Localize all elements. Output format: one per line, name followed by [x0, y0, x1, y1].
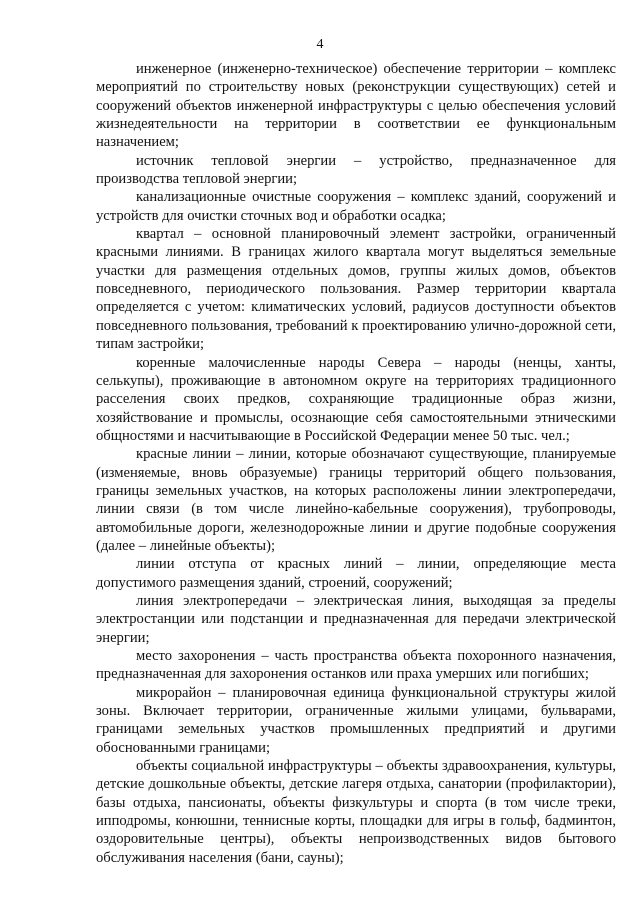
document-body	[96, 60, 616, 867]
paragraph-power-line: линия электропередачи – электрическая линия, выходящая за пределы электростанции или подстанции и предназначенная для передачи электрической энергии;	[96, 592, 616, 646]
paragraph-sewage-treatment: канализационные очистные сооружения – комплекс зданий, сооружений и устройств для очистки сточных вод и обработки осадка;	[96, 189, 616, 224]
paragraph-social-infrastructure: объекты социальной инфраструктуры – объекты здравоохранения, культуры, детские дошкольные объекты, детские лагеря отдыха, санатории (профилактории), базы отдыха, пансионаты, объекты физкультуры и спорта (в том числе треки, ипподромы, конюшни, теннисные корты, площадки для игры в гольф, бадминтон, оздоровительные центры), объекты непроизводственных видов бытового обслуживания населения (бани, сауны);	[96, 758, 616, 866]
paragraph-microdistrict: микрорайон – планировочная единица функциональной структуры жилой зоны. Включает территории, ограниченные жилыми улицами, бульварами, границами земельных участков промышленных предприятий и другими обоснованными границами;	[96, 684, 616, 756]
paragraph-setback-lines: линии отступа от красных линий – линии, определяющие места допустимого размещения зданий, строений, сооружений;	[96, 556, 616, 591]
paragraph-engineering-support: инженерное (инженерно-техническое) обеспечение территории – комплекс мероприятий по строительству новых (реконструкции существующих) сетей и сооружений объектов инженерной инфраструктуры с целью обеспечения условий жизнедеятельности на территории в соответствии ее функциональным назначением;	[96, 61, 616, 151]
paragraph-red-lines: красные линии – линии, которые обозначают существующие, планируемые (изменяемые, вновь образуемые) границы территорий общего пользования, границы земельных участков, на которых расположены линии электропередачи, линии связи (в том числе линейно-кабельные сооружения), трубопроводы, автомобильные дороги, железнодорожные линии и другие подобные сооружения (далее – линейные объекты);	[96, 446, 616, 554]
page-number: 4	[316, 37, 324, 52]
paragraph-burial-place: место захоронения – часть пространства объекта похоронного назначения, предназначенная для захоронения останков или праха умерших или погибших;	[96, 648, 616, 683]
paragraph-quarter: квартал – основной планировочный элемент застройки, ограниченный красными линиями. В границах жилого квартала могут выделяться земельные участки для размещения отдельных домов, группы жилых домов, объектов повседневного, периодического пользования. Размер территории квартала определяется с учетом: климатических условий, радиусов доступности объектов повседневного пользования, требований к проектированию улично-дорожной сети, типам застройки;	[96, 226, 616, 353]
paragraph-heat-source: источник тепловой энергии – устройство, предназначенное для производства тепловой энергии;	[96, 152, 616, 188]
paragraph-indigenous-peoples: коренные малочисленные народы Севера – народы (ненцы, ханты, селькупы), проживающие в автономном округе на территориях традиционного расселения своих предков, сохраняющие традиционные образ жизни, хозяйствование и промыслы, осознающие себя самостоятельными этническими общностями и насчитывающие в Российской Федерации менее 50 тыс. чел.;	[96, 354, 616, 444]
